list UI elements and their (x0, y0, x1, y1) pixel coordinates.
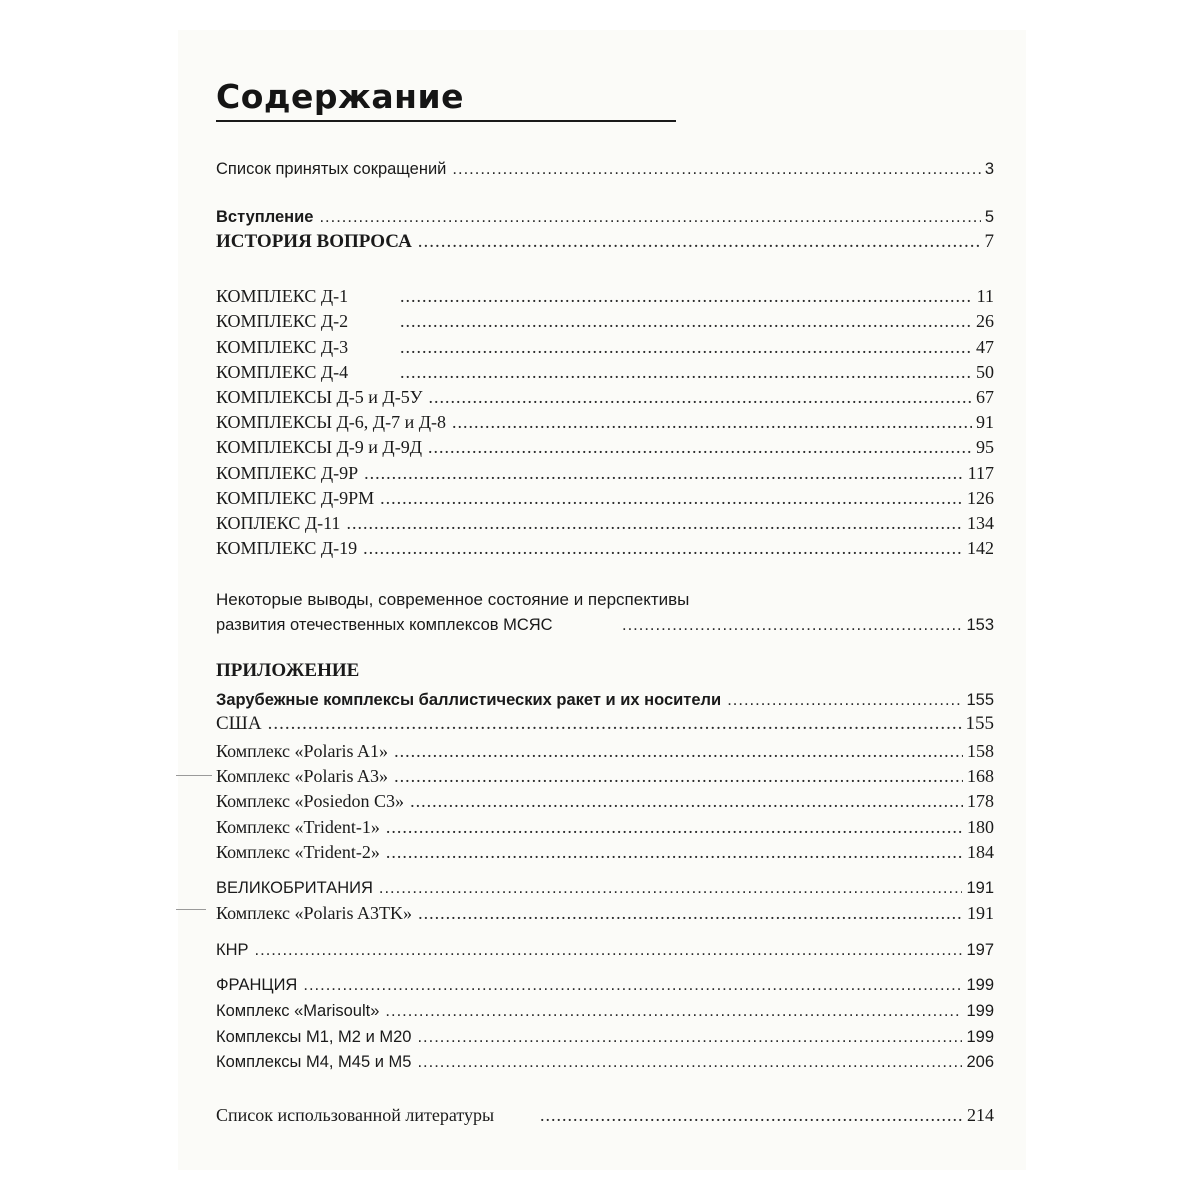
toc-entry-label: США (216, 713, 262, 734)
toc-entry-page: 3 (984, 160, 994, 178)
toc-leader-dots (364, 461, 964, 485)
toc-leader-dots (622, 613, 962, 637)
toc-leader-dots (418, 230, 981, 254)
toc-entry-page: 11 (976, 286, 994, 306)
toc-entry-label: КОМПЛЕКСЫ Д-5 и Д-5У (216, 387, 423, 407)
toc-entry-page: 191 (966, 879, 994, 897)
toc-entry-page: 50 (976, 362, 994, 382)
toc-entry-d9rm[interactable] (216, 486, 994, 510)
toc-entry-label: Список принятых сокращений (216, 160, 447, 178)
toc-leader-dots (379, 876, 963, 900)
toc-entry-page: 214 (967, 1105, 994, 1125)
toc-entry-label: Комплекс «Posiedon C3» (216, 791, 405, 811)
toc-leader-dots (428, 385, 972, 409)
toc-entry-label: развития отечественных комплексов МСЯС (216, 616, 553, 634)
title-underline (216, 120, 676, 122)
toc-entry-label: Комплекс «Polaris A3» (216, 766, 389, 786)
toc-entry-label: Комплекс «Polaris A1» (216, 741, 389, 761)
toc-entry-conclusions[interactable] (216, 613, 994, 637)
toc-leader-dots (363, 536, 963, 560)
toc-entry-label: КОМПЛЕКС Д-19 (216, 538, 358, 558)
toc-leader-dots (385, 999, 962, 1023)
toc-entry-label: Список использованной литературы (216, 1105, 495, 1125)
toc-entry-page: 155 (965, 713, 994, 734)
toc-entry-page: 95 (976, 437, 994, 457)
toc-entry-d4[interactable] (216, 360, 994, 384)
toc-entry-label: Комплекс «Trident-1» (216, 817, 380, 837)
toc-entry-page: 134 (967, 513, 994, 533)
toc-entry-label: Комплексы М4, М45 и М5 (216, 1053, 412, 1071)
toc-entry-d5[interactable] (216, 385, 994, 409)
toc-entry-label: КОМПЛЕКСЫ Д-9 и Д-9Д (216, 437, 422, 457)
toc-entry-trident-1[interactable] (216, 815, 994, 839)
toc-entry-page: 67 (976, 387, 994, 407)
toc-entry-label: Вступление (216, 208, 314, 226)
toc-entry-page: 142 (967, 538, 994, 558)
toc-entry-page: 153 (966, 616, 994, 634)
toc-entry-foreign-complexes[interactable] (216, 688, 994, 712)
toc-entry-page: 206 (966, 1053, 994, 1071)
toc-leader-dots (400, 360, 972, 384)
toc-leader-dots (303, 973, 962, 997)
toc-leader-dots (540, 1103, 963, 1127)
toc-entry-page: 168 (967, 766, 994, 786)
toc-entry-page: 7 (984, 231, 994, 252)
toc-leader-dots (452, 410, 972, 434)
toc-entry-label: КОПЛЕКС Д-11 (216, 513, 341, 533)
toc-entry-label: Комплекс «Polaris A3TK» (216, 903, 413, 923)
toc-entry-d9r[interactable] (216, 461, 994, 485)
toc-entry-label: Комплекс «Marisoult» (216, 1002, 380, 1020)
toc-entry-page: 158 (967, 741, 994, 761)
toc-entry-page: 199 (966, 1002, 994, 1020)
toc-entry-d11[interactable] (216, 511, 994, 535)
toc-entry-great-britain[interactable] (216, 876, 994, 900)
toc-leader-dots (410, 789, 963, 813)
toc-entry-page: 178 (967, 791, 994, 811)
scan-artifact-line (176, 909, 206, 910)
toc-entry-polaris-a3tk[interactable] (216, 901, 994, 925)
toc-entry-polaris-a3[interactable] (216, 764, 994, 788)
toc-entry-polaris-a1[interactable] (216, 739, 994, 763)
toc-entry-page: 155 (966, 691, 994, 709)
toc-entry-label: КНР (216, 941, 249, 959)
toc-entry-page: 126 (967, 488, 994, 508)
toc-leader-dots (255, 938, 963, 962)
toc-entry-usa[interactable] (216, 712, 994, 736)
title-block (216, 76, 676, 122)
toc-entry-history[interactable] (216, 230, 994, 254)
toc-entry-page: 26 (976, 311, 994, 331)
toc-leader-dots (268, 712, 962, 736)
toc-entry-m4-m5[interactable] (216, 1050, 994, 1074)
toc-leader-dots (380, 486, 963, 510)
toc-entry-page: 184 (967, 842, 994, 862)
toc-entry-label: КОМПЛЕКС Д-9РМ (216, 488, 375, 508)
toc-entry-bibliography[interactable] (216, 1103, 994, 1127)
toc-entry-label: КОМПЛЕКС Д-4 (216, 362, 349, 382)
toc-entry-label: Зарубежные комплексы баллистических ракет и их носители (216, 691, 722, 709)
toc-entry-d9[interactable] (216, 435, 994, 459)
toc-conclusions-line1: Некоторые выводы, современное состояние и перспективы (216, 590, 690, 609)
toc-entry-label: ФРАНЦИЯ (216, 976, 298, 994)
toc-entry-page: 91 (976, 412, 994, 432)
toc-entry-label: Комплексы М1, М2 и М20 (216, 1028, 412, 1046)
toc-entry-d2[interactable] (216, 309, 994, 333)
toc-leader-dots (417, 1050, 962, 1074)
toc-entry-abbreviations[interactable] (216, 157, 994, 181)
toc-leader-dots (319, 205, 980, 229)
toc-leader-dots (417, 1025, 962, 1049)
toc-entry-posiedon-c3[interactable] (216, 789, 994, 813)
toc-entry-label: КОМПЛЕКС Д-3 (216, 337, 349, 357)
toc-entry-d1[interactable] (216, 284, 994, 308)
toc-entry-d19[interactable] (216, 536, 994, 560)
toc-leader-dots (418, 901, 963, 925)
toc-entry-label: КОМПЛЕКС Д-9Р (216, 463, 359, 483)
toc-entry-d3[interactable] (216, 335, 994, 359)
toc-entry-page: 197 (966, 941, 994, 959)
toc-entry-marisoult[interactable] (216, 999, 994, 1023)
toc-entry-label: КОМПЛЕКС Д-2 (216, 311, 349, 331)
toc-entry-france[interactable] (216, 973, 994, 997)
toc-leader-dots (386, 815, 963, 839)
toc-leader-dots (727, 688, 962, 712)
toc-entry-page: 199 (966, 976, 994, 994)
toc-entry-page: 5 (984, 208, 994, 226)
toc-entry-trident-2[interactable] (216, 840, 994, 864)
toc-entry-page: 191 (967, 903, 994, 923)
toc-leader-dots (394, 739, 963, 763)
toc-entry-page: 117 (967, 463, 994, 483)
toc-entry-page: 199 (966, 1028, 994, 1046)
page-title: Содержание (216, 77, 464, 116)
scan-artifact-line (176, 775, 212, 776)
toc-leader-dots (428, 435, 972, 459)
toc-leader-dots (400, 335, 972, 359)
toc-leader-dots (346, 511, 963, 535)
toc-leader-dots (394, 764, 963, 788)
toc-leader-dots (400, 284, 973, 308)
toc-entry-page: 47 (976, 337, 994, 357)
toc-entry-introduction[interactable] (216, 205, 994, 229)
toc-entry-d6-d8[interactable] (216, 410, 994, 434)
toc-entry-label: КОМПЛЕКС Д-1 (216, 286, 349, 306)
toc-leader-dots (386, 840, 963, 864)
toc-leader-dots (452, 157, 980, 181)
toc-appendix-heading: ПРИЛОЖЕНИЕ (216, 660, 360, 681)
toc-leader-dots (400, 309, 972, 333)
toc-entry-m1-m20[interactable] (216, 1025, 994, 1049)
toc-entry-label: Комплекс «Trident-2» (216, 842, 380, 862)
toc-entry-label: ИСТОРИЯ ВОПРОСА (216, 231, 412, 252)
toc-entry-prc[interactable] (216, 938, 994, 962)
toc-entry-label: КОМПЛЕКСЫ Д-6, Д-7 и Д-8 (216, 412, 446, 432)
toc-entry-label: ВЕЛИКОБРИТАНИЯ (216, 879, 373, 897)
toc-entry-page: 180 (967, 817, 994, 837)
